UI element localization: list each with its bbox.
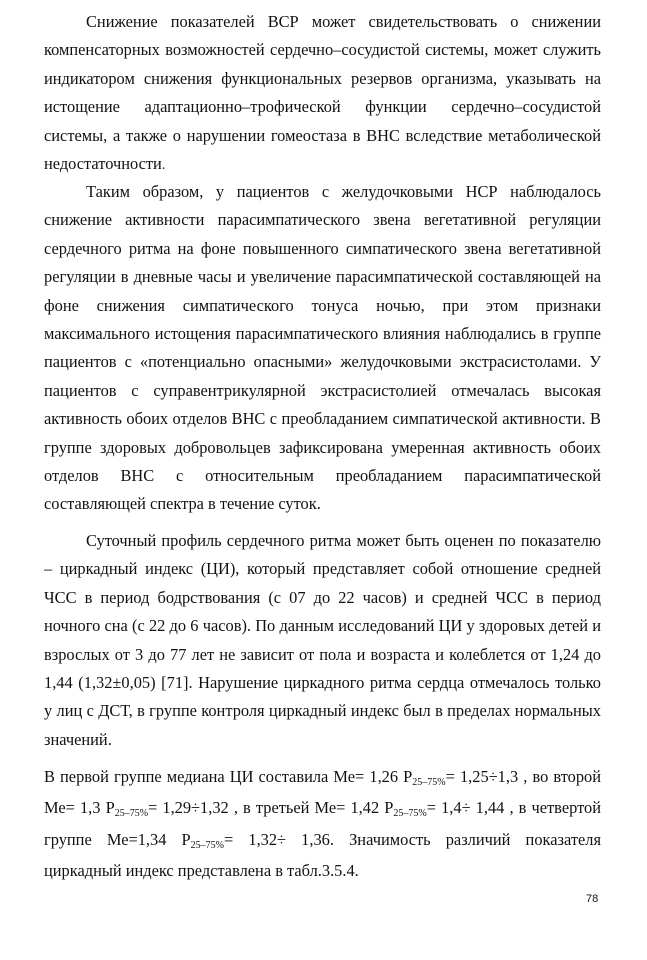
percentile-subscript: 25–75% [393, 808, 427, 820]
percentile-subscript: 25–75% [190, 839, 224, 851]
page-number: 78 [586, 893, 599, 905]
paragraph-group-results [44, 763, 601, 886]
paragraph-circadian-index [44, 527, 601, 754]
paragraph-end-mark: . [161, 158, 166, 174]
paragraph-text: Таким образом, у пациентов с желудочковыми НСР наблюдалось снижение активности парасимпатического звена вегетативной регуляции сердечного ритма на фоне повышенного симпатического звена вегетативной регуляции в дневные часы и увеличение парасимпатической составляющей на фоне снижения симпатического тонуса ночью, при этом признаки максимального истощения парасимпатического влияния наблюдались в группе пациентов с «потенциально опасными» желудочковыми экстрасистолами. У пациентов с суправентрикулярной экстрасистолией отмечалась высокая активность обоих отделов ВНС с преобладанием симпатической активности. В группе здоровых добровольцев зафиксирована умеренная активность обоих отделов ВНС с относительным преобладанием парасимпатической составляющей спектра в течение суток. [44, 182, 601, 514]
results-value: = 1,29÷1,32 , в третьей Ме= 1,42 P [148, 798, 394, 818]
paragraph-text: Суточный профиль сердечного ритма может быть оценен по показателю – циркадный индекс (ЦИ), который представляет собой отношение средней ЧСС в период бодрствования (с 07 до 22 часов) и средней ЧСС в период ночного сна (с 22 до 6 часов). По данным исследований ЦИ у здоровых детей и взрослых от 3 до 77 лет не зависит от пола и возраста и колеблется от 1,24 до 1,44 (1,32±0,05) [71]. Нарушение циркадного ритма сердца отмечалось только у лиц с ДСТ, в группе контроля циркадный индекс был в пределах нормальных значений. [44, 531, 601, 749]
percentile-subscript: 25–75% [412, 777, 446, 788]
paragraph-conclusion [44, 178, 601, 519]
paragraph-text: Снижение показателей ВСР может свидетельствовать о снижении компенсаторных возможностей сердечно–сосудистой системы, может служить индикатором снижения функциональных резервов организма, указывать на истощение адаптационно–трофической функции сердечно–сосудистой системы, а также о нарушении гомеостаза в ВНС вследствие метаболической недостаточности [44, 12, 601, 174]
results-intro: В первой группе медиана ЦИ составила Ме= 1,26 P [44, 767, 413, 786]
results-value: = 1,32÷ 1,36. Значимость различий показателя циркадный индекс представлена в табл.3.5.4. [44, 829, 601, 881]
results-value: = 1,25÷1,3 , во второй Ме= 1,3 P [44, 767, 602, 818]
results-value: = 1,4÷ 1,44 , в четвертой группе Ме=1,34 P [44, 798, 601, 849]
paragraph-hrv-decrease [44, 8, 601, 180]
percentile-subscript: 25–75% [114, 808, 149, 820]
